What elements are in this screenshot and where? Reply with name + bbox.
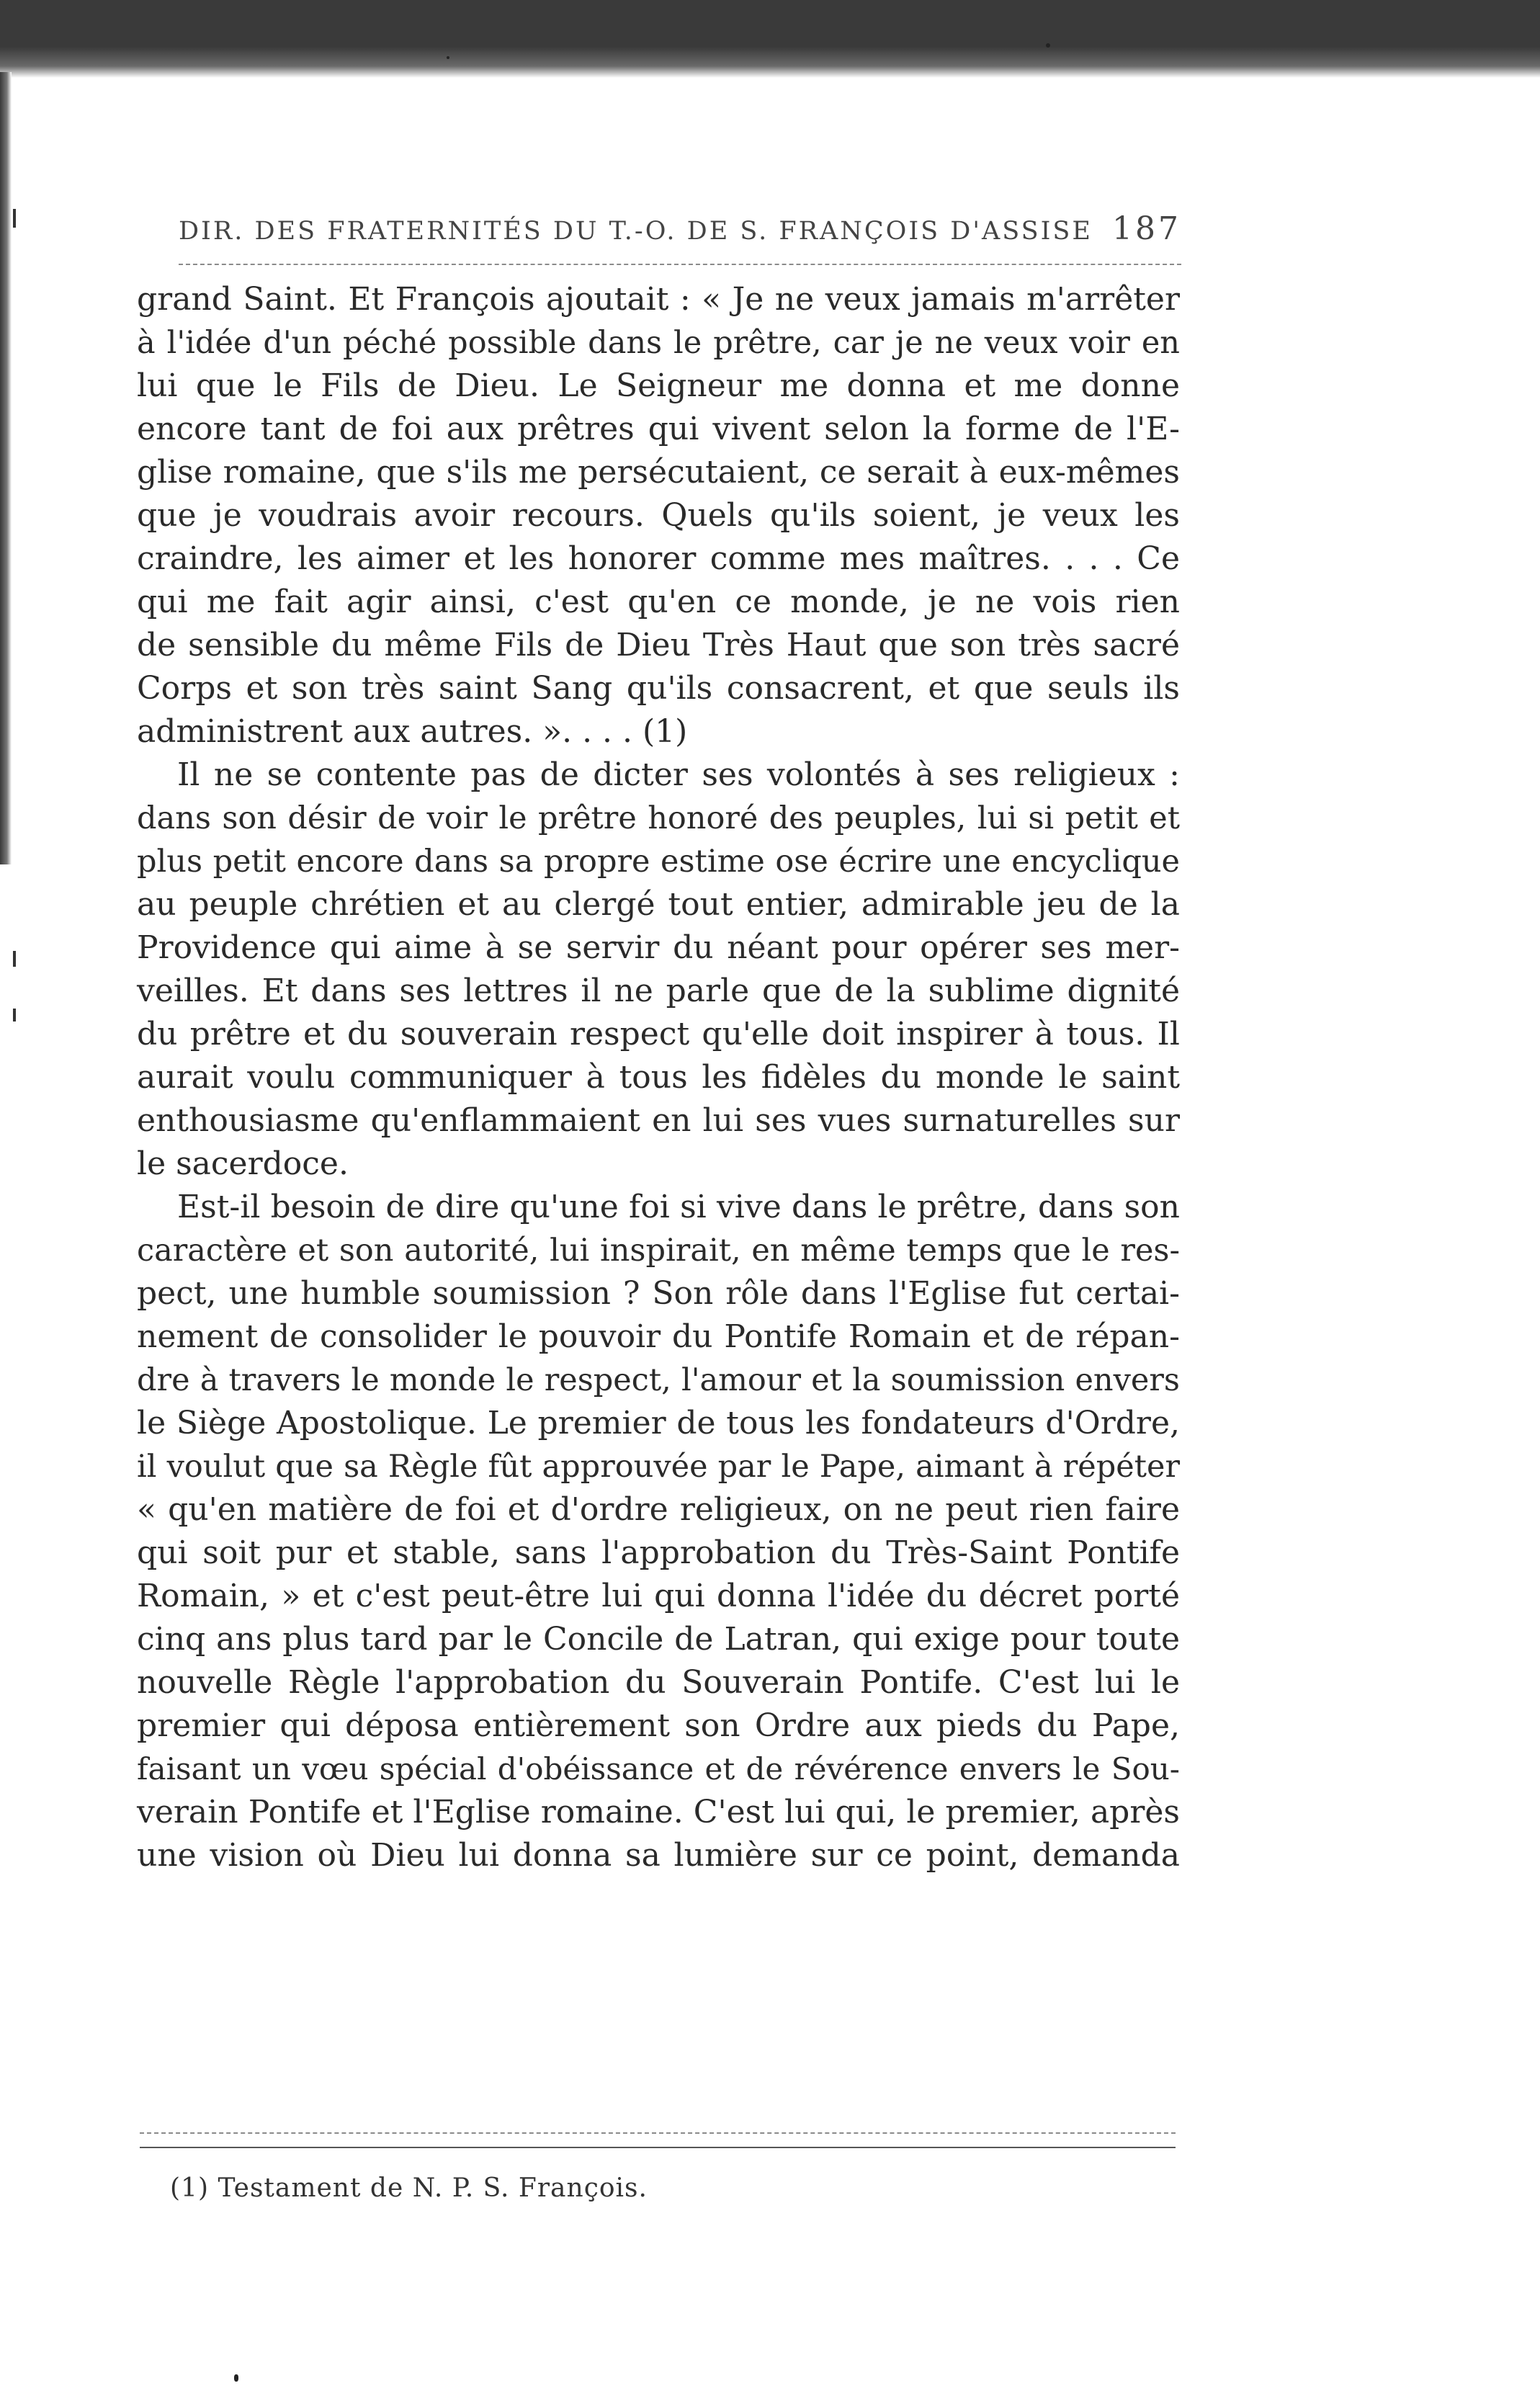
text-line: lui que le Fils de Dieu. Le Seigneur me donna et me donne <box>137 367 1180 404</box>
text-line: le sacerdoce. <box>137 1145 349 1182</box>
text-line: Corps et son très saint Sang qu'ils consacrent, et que seuls ils <box>137 670 1180 707</box>
header-dashed-rule <box>179 264 1181 265</box>
text-line: au peuple chrétien et au clergé tout entier, admirable jeu de la <box>137 886 1180 923</box>
text-line: plus petit encore dans sa propre estime ose écrire une encyclique <box>137 844 1180 880</box>
text-line: encore tant de foi aux prêtres qui vivent selon la forme de l'E- <box>137 411 1180 447</box>
text-line: nouvelle Règle l'approbation du Souverain Pontife. C'est lui le <box>137 1664 1180 1701</box>
scan-speck <box>1046 43 1050 48</box>
text-line: Il ne se contente pas de dicter ses volontés à ses religieux : <box>177 756 1180 793</box>
scan-speck <box>447 56 449 59</box>
text-line: dre à travers le monde le respect, l'amour et la soumission envers <box>137 1362 1180 1398</box>
text-line: une vision où Dieu lui donna sa lumière sur ce point, demanda <box>137 1837 1180 1874</box>
text-line: Romain, » et c'est peut-être lui qui donna l'idée du décret porté <box>137 1578 1180 1614</box>
text-line: il voulut que sa Règle fût approuvée par le Pape, aimant à répéter <box>137 1449 1180 1485</box>
scan-edge-mark <box>13 209 16 228</box>
text-line: verain Pontife et l'Eglise romaine. C'est lui qui, le premier, après <box>137 1794 1180 1830</box>
text-line: faisant un vœu spécial d'obéissance et de révérence envers le Sou- <box>137 1751 1180 1787</box>
text-line: glise romaine, que s'ils me persécutaient, ce serait à eux-mêmes <box>137 454 1180 491</box>
body-text <box>137 278 1180 1877</box>
text-line: le Siège Apostolique. Le premier de tous les fondateurs d'Ordre, <box>137 1405 1180 1441</box>
text-line: à l'idée d'un péché possible dans le prêtre, car je ne veux voir en <box>137 325 1180 361</box>
text-line: de sensible du même Fils de Dieu Très Haut que son très sacré <box>137 627 1180 663</box>
text-line: que je voudrais avoir recours. Quels qu'ils soient, je veux les <box>137 497 1180 534</box>
footnote: (1) Testament de N. P. S. François. <box>170 2173 648 2203</box>
text-line: caractère et son autorité, lui inspirait, en même temps que le res- <box>137 1233 1180 1269</box>
text-line: veilles. Et dans ses lettres il ne parle que de la sublime dignité <box>137 973 1180 1009</box>
footnote-rule <box>140 2147 1176 2148</box>
text-line: du prêtre et du souverain respect qu'elle doit inspirer à tous. Il <box>137 1016 1180 1052</box>
text-line: premier qui déposa entièrement son Ordre aux pieds du Pape, <box>137 1707 1180 1744</box>
text-line: Est-il besoin de dire qu'une foi si vive dans le prêtre, dans son <box>177 1189 1180 1225</box>
text-line: craindre, les aimer et les honorer comme mes maîtres. . . . Ce <box>137 540 1180 577</box>
scan-edge-mark <box>13 1009 16 1022</box>
scan-top-band <box>0 0 1540 78</box>
text-line: nement de consolider le pouvoir du Pontife Romain et de répan- <box>137 1318 1180 1355</box>
text-line: « qu'en matière de foi et d'ordre religieux, on ne peut rien faire <box>137 1491 1180 1528</box>
page-number: 187 <box>1112 210 1181 247</box>
text-line: qui me fait agir ainsi, c'est qu'en ce monde, je ne vois rien <box>137 584 1180 620</box>
running-header-title: DIR. DES FRATERNITÉS DU T.-O. DE S. FRANÇOIS D'ASSISE <box>179 217 1093 246</box>
text-line: dans son désir de voir le prêtre honoré des peuples, lui si petit et <box>137 800 1180 836</box>
text-line: Providence qui aime à se servir du néant pour opérer ses mer- <box>137 929 1180 966</box>
scan-speck <box>234 2374 238 2382</box>
scan-edge-mark <box>13 951 16 967</box>
text-line: enthousiasme qu'enflammaient en lui ses vues surnaturelles sur <box>137 1102 1180 1139</box>
text-line: cinq ans plus tard par le Concile de Latran, qui exige pour toute <box>137 1621 1180 1658</box>
running-header <box>179 210 1181 252</box>
footnote-dashed-rule <box>140 2132 1176 2134</box>
text-line: aurait voulu communiquer à tous les fidèles du monde le saint <box>137 1059 1180 1096</box>
scan-left-edge <box>0 72 12 864</box>
text-line: grand Saint. Et François ajoutait : « Je ne veux jamais m'arrêter <box>137 281 1180 318</box>
text-line: administrent aux autres. ». . . . (1) <box>137 713 688 750</box>
text-line: pect, une humble soumission ? Son rôle dans l'Eglise fut certai- <box>137 1275 1180 1312</box>
text-line: qui soit pur et stable, sans l'approbation du Très-Saint Pontife <box>137 1534 1180 1571</box>
